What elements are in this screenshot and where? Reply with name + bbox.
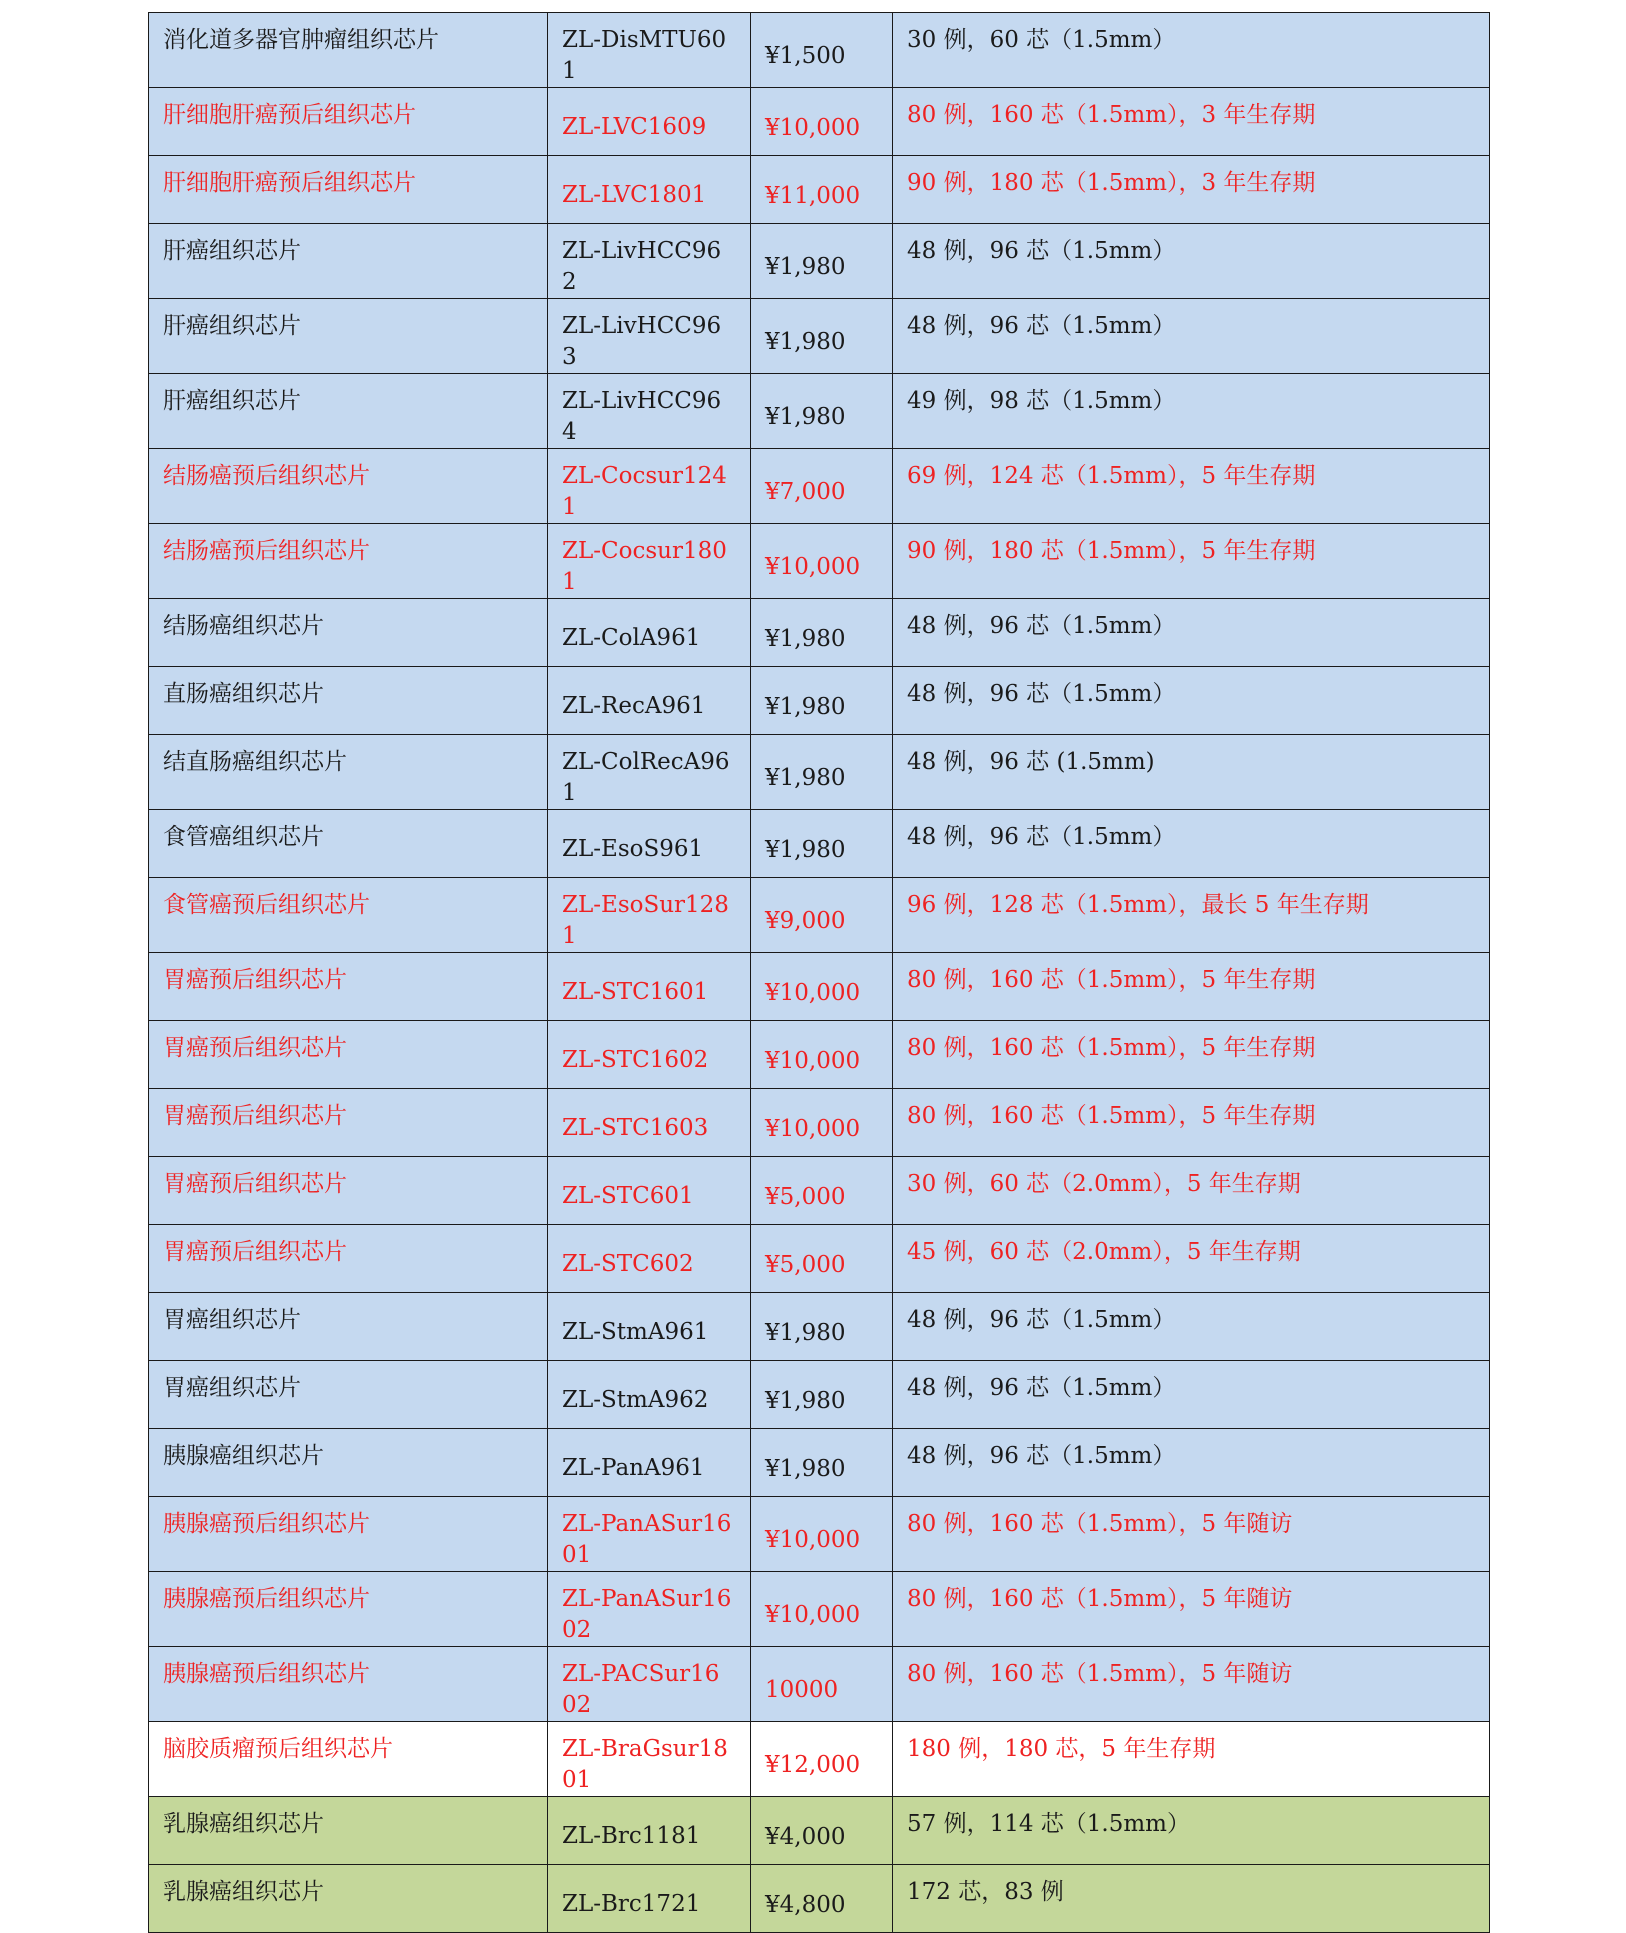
product-spec-cell (893, 13, 1490, 88)
product-code-cell (548, 524, 751, 599)
product-spec-text: 48 例，96 芯（1.5mm） (907, 824, 1176, 850)
product-name-text: 结肠癌预后组织芯片 (163, 538, 370, 564)
product-price-text: ¥1,980 (765, 765, 846, 791)
product-price-cell (751, 224, 893, 299)
product-price-cell (751, 1722, 893, 1797)
product-price-text: 10000 (765, 1677, 839, 1703)
product-spec-cell (893, 1293, 1490, 1361)
product-name-cell (149, 224, 548, 299)
product-price-text: ¥10,000 (765, 114, 861, 141)
product-price-cell (751, 667, 893, 735)
product-name-cell (149, 524, 548, 599)
product-code-cell (548, 1157, 751, 1225)
product-spec-text: 80 例，160 芯（1.5mm），5 年生存期 (907, 967, 1316, 993)
product-code-cell (548, 1572, 751, 1647)
product-price-text: ¥1,980 (765, 254, 846, 280)
product-name-text: 食管癌预后组织芯片 (163, 892, 370, 918)
product-code-text: ZL-DisMTU601 (562, 27, 727, 84)
product-price-text: ¥10,000 (765, 1527, 861, 1553)
product-price-text: ¥10,000 (765, 979, 861, 1006)
product-spec-text: 48 例，96 芯（1.5mm） (907, 238, 1176, 264)
table-row (149, 1021, 1490, 1089)
product-code-text: ZL-LVC1801 (562, 182, 707, 208)
product-name-text: 肝癌组织芯片 (163, 313, 301, 339)
product-spec-cell (893, 88, 1490, 156)
product-price-text: ¥4,800 (765, 1891, 846, 1918)
product-name-cell (149, 1089, 548, 1157)
table-row (149, 1722, 1490, 1797)
product-name-cell (149, 953, 548, 1021)
product-spec-text: 48 例，96 芯（1.5mm） (907, 1307, 1176, 1333)
table-row (149, 810, 1490, 878)
product-code-cell (548, 299, 751, 374)
product-price-cell (751, 878, 893, 953)
table-row (149, 1497, 1490, 1572)
product-price-cell (751, 156, 893, 224)
product-spec-text: 90 例，180 芯（1.5mm），3 年生存期 (907, 170, 1316, 196)
product-price-cell (751, 1361, 893, 1429)
product-spec-cell (893, 1497, 1490, 1572)
product-price-table (148, 12, 1490, 1933)
table-row (149, 953, 1490, 1021)
product-code-text: ZL-Cocsur1801 (562, 538, 727, 595)
product-name-cell (149, 1722, 548, 1797)
table-row (149, 735, 1490, 810)
product-name-text: 肝癌组织芯片 (163, 238, 301, 264)
product-spec-cell (893, 1361, 1490, 1429)
product-code-cell (548, 1497, 751, 1572)
product-spec-cell (893, 810, 1490, 878)
product-name-text: 直肠癌组织芯片 (163, 681, 324, 707)
product-spec-text: 180 例，180 芯，5 年生存期 (907, 1736, 1216, 1762)
product-name-cell (149, 1797, 548, 1865)
product-name-text: 胃癌组织芯片 (163, 1375, 301, 1401)
product-name-text: 胃癌组织芯片 (163, 1307, 301, 1333)
table-row (149, 1865, 1490, 1933)
product-name-text: 结肠癌预后组织芯片 (163, 463, 370, 489)
product-code-text: ZL-PanASur1602 (562, 1586, 732, 1643)
product-spec-cell (893, 374, 1490, 449)
product-code-cell (548, 599, 751, 667)
product-price-cell (751, 810, 893, 878)
product-price-text: ¥9,000 (765, 908, 846, 934)
product-name-cell (149, 13, 548, 88)
table-row (149, 1157, 1490, 1225)
product-spec-cell (893, 1157, 1490, 1225)
product-code-cell (548, 1865, 751, 1933)
product-spec-text: 45 例，60 芯（2.0mm），5 年生存期 (907, 1239, 1301, 1265)
product-spec-text: 69 例，124 芯（1.5mm），5 年生存期 (907, 463, 1316, 489)
product-price-cell (751, 1021, 893, 1089)
product-price-cell (751, 449, 893, 524)
product-spec-cell (893, 1429, 1490, 1497)
product-spec-cell (893, 1865, 1490, 1933)
product-price-cell (751, 1797, 893, 1865)
product-name-text: 胃癌预后组织芯片 (163, 1239, 347, 1265)
product-code-cell (548, 88, 751, 156)
product-name-cell (149, 878, 548, 953)
product-code-cell (548, 1021, 751, 1089)
product-spec-text: 48 例，96 芯（1.5mm） (907, 313, 1176, 339)
product-spec-text: 48 例，96 芯（1.5mm） (907, 1375, 1176, 1401)
product-code-text: ZL-Brc1181 (562, 1823, 701, 1849)
product-code-text: ZL-LVC1609 (562, 114, 707, 140)
product-code-text: ZL-STC601 (562, 1183, 694, 1209)
product-price-cell (751, 1572, 893, 1647)
product-spec-text: 96 例，128 芯（1.5mm），最长 5 年生存期 (907, 892, 1369, 918)
product-name-text: 胰腺癌组织芯片 (163, 1443, 324, 1469)
product-spec-text: 30 例，60 芯（2.0mm），5 年生存期 (907, 1171, 1301, 1197)
product-code-text: ZL-STC602 (562, 1251, 694, 1277)
product-price-text: ¥7,000 (765, 479, 846, 505)
product-code-cell (548, 810, 751, 878)
product-price-text: ¥11,000 (765, 182, 861, 209)
product-spec-text: 80 例，160 芯（1.5mm），5 年随访 (907, 1511, 1293, 1537)
product-name-cell (149, 1157, 548, 1225)
product-name-cell (149, 1647, 548, 1722)
product-spec-cell (893, 953, 1490, 1021)
product-spec-text: 80 例，160 芯（1.5mm），5 年随访 (907, 1586, 1293, 1612)
product-price-text: ¥1,980 (765, 1387, 846, 1414)
table-row (149, 224, 1490, 299)
product-spec-text: 172 芯，83 例 (907, 1879, 1064, 1905)
product-code-text: ZL-Brc1721 (562, 1891, 701, 1917)
product-name-cell (149, 1865, 548, 1933)
product-spec-text: 80 例，160 芯（1.5mm），3 年生存期 (907, 102, 1316, 128)
product-name-text: 消化道多器官肿瘤组织芯片 (163, 27, 439, 53)
product-name-text: 脑胶质瘤预后组织芯片 (163, 1736, 393, 1762)
product-code-text: ZL-LivHCC964 (562, 388, 722, 445)
product-name-cell (149, 374, 548, 449)
product-price-cell (751, 524, 893, 599)
product-price-cell (751, 13, 893, 88)
product-price-cell (751, 1647, 893, 1722)
product-name-text: 胰腺癌预后组织芯片 (163, 1661, 370, 1687)
product-spec-text: 30 例，60 芯（1.5mm） (907, 27, 1176, 53)
product-price-text: ¥5,000 (765, 1183, 846, 1210)
product-spec-cell (893, 299, 1490, 374)
product-price-text: ¥1,980 (765, 836, 846, 863)
product-code-cell (548, 1089, 751, 1157)
product-name-cell (149, 449, 548, 524)
product-name-cell (149, 599, 548, 667)
table-row (149, 88, 1490, 156)
product-code-cell (548, 374, 751, 449)
product-name-text: 肝癌组织芯片 (163, 388, 301, 414)
product-code-cell (548, 1647, 751, 1722)
product-name-cell (149, 735, 548, 810)
product-code-cell (548, 1429, 751, 1497)
product-spec-cell (893, 667, 1490, 735)
product-name-cell (149, 156, 548, 224)
product-price-text: ¥4,000 (765, 1823, 846, 1850)
product-code-cell (548, 156, 751, 224)
table-row (149, 667, 1490, 735)
product-price-cell (751, 299, 893, 374)
product-name-text: 胰腺癌预后组织芯片 (163, 1511, 370, 1537)
product-spec-text: 48 例，96 芯（1.5mm） (907, 613, 1176, 639)
table-row (149, 13, 1490, 88)
product-code-cell (548, 953, 751, 1021)
table-row (149, 878, 1490, 953)
product-price-cell (751, 1157, 893, 1225)
product-price-cell (751, 1225, 893, 1293)
product-code-cell (548, 1722, 751, 1797)
product-price-cell (751, 599, 893, 667)
product-price-cell (751, 1429, 893, 1497)
product-name-cell (149, 299, 548, 374)
product-name-text: 胃癌预后组织芯片 (163, 1103, 347, 1129)
product-spec-cell (893, 449, 1490, 524)
product-spec-cell (893, 1722, 1490, 1797)
product-name-text: 胃癌预后组织芯片 (163, 1171, 347, 1197)
product-code-text: ZL-RecA961 (562, 693, 706, 719)
product-name-text: 食管癌组织芯片 (163, 824, 324, 850)
product-spec-text: 80 例，160 芯（1.5mm），5 年生存期 (907, 1035, 1316, 1061)
product-name-text: 胃癌预后组织芯片 (163, 1035, 347, 1061)
product-spec-cell (893, 1089, 1490, 1157)
product-name-cell (149, 1293, 548, 1361)
product-code-text: ZL-Cocsur1241 (562, 463, 727, 520)
table-body (149, 13, 1490, 1933)
product-name-cell (149, 1021, 548, 1089)
product-name-text: 胃癌预后组织芯片 (163, 967, 347, 993)
product-spec-text: 48 例，96 芯（1.5mm） (907, 681, 1176, 707)
product-name-text: 肝细胞肝癌预后组织芯片 (163, 102, 416, 128)
product-price-text: ¥12,000 (765, 1752, 861, 1778)
product-spec-text: 48 例，96 芯 (1.5mm) (907, 749, 1155, 775)
product-price-cell (751, 1865, 893, 1933)
table-row (149, 1797, 1490, 1865)
product-spec-cell (893, 524, 1490, 599)
product-code-cell (548, 224, 751, 299)
product-name-text: 乳腺癌组织芯片 (163, 1811, 324, 1837)
product-price-text: ¥1,980 (765, 1319, 846, 1346)
product-code-cell (548, 13, 751, 88)
product-code-cell (548, 1361, 751, 1429)
product-spec-cell (893, 156, 1490, 224)
product-name-cell (149, 1497, 548, 1572)
product-price-cell (751, 1497, 893, 1572)
product-code-text: ZL-StmA962 (562, 1387, 709, 1413)
product-price-text: ¥1,980 (765, 1455, 846, 1482)
product-price-cell (751, 735, 893, 810)
product-price-text: ¥10,000 (765, 1115, 861, 1142)
table-row (149, 524, 1490, 599)
product-code-text: ZL-STC1603 (562, 1115, 709, 1141)
table-row (149, 1361, 1490, 1429)
product-spec-cell (893, 1647, 1490, 1722)
product-spec-cell (893, 224, 1490, 299)
table-row (149, 299, 1490, 374)
product-spec-text: 57 例，114 芯（1.5mm） (907, 1811, 1190, 1837)
product-code-text: ZL-EsoSur1281 (562, 892, 729, 949)
product-code-text: ZL-LivHCC963 (562, 313, 722, 370)
product-name-cell (149, 1572, 548, 1647)
product-price-cell (751, 953, 893, 1021)
product-name-cell (149, 667, 548, 735)
product-spec-text: 90 例，180 芯（1.5mm），5 年生存期 (907, 538, 1316, 564)
table-row (149, 1572, 1490, 1647)
product-code-cell (548, 1797, 751, 1865)
product-code-cell (548, 878, 751, 953)
product-name-cell (149, 810, 548, 878)
product-name-cell (149, 1225, 548, 1293)
product-price-text: ¥1,980 (765, 404, 846, 430)
product-spec-text: 49 例，98 芯（1.5mm） (907, 388, 1176, 414)
product-code-text: ZL-STC1602 (562, 1047, 709, 1073)
product-code-cell (548, 449, 751, 524)
product-price-text: ¥1,500 (765, 43, 846, 69)
product-name-text: 结直肠癌组织芯片 (163, 749, 347, 775)
product-name-text: 乳腺癌组织芯片 (163, 1879, 324, 1905)
product-spec-text: 48 例，96 芯（1.5mm） (907, 1443, 1176, 1469)
table-row (149, 156, 1490, 224)
product-price-text: ¥10,000 (765, 1047, 861, 1074)
product-code-text: ZL-PACSur1602 (562, 1661, 720, 1718)
product-name-text: 结肠癌组织芯片 (163, 613, 324, 639)
table-row (149, 374, 1490, 449)
product-name-cell (149, 1429, 548, 1497)
product-code-text: ZL-STC1601 (562, 979, 709, 1005)
product-price-cell (751, 374, 893, 449)
product-spec-text: 80 例，160 芯（1.5mm），5 年生存期 (907, 1103, 1316, 1129)
product-code-text: ZL-EsoS961 (562, 836, 704, 862)
product-code-text: ZL-PanASur1601 (562, 1511, 732, 1568)
product-code-text: ZL-ColRecA961 (562, 749, 730, 806)
product-price-text: ¥1,980 (765, 693, 846, 720)
product-name-cell (149, 88, 548, 156)
table-row (149, 1429, 1490, 1497)
product-spec-cell (893, 1797, 1490, 1865)
product-name-text: 肝细胞肝癌预后组织芯片 (163, 170, 416, 196)
table-row (149, 449, 1490, 524)
product-code-cell (548, 735, 751, 810)
product-price-text: ¥5,000 (765, 1251, 846, 1278)
product-price-cell (751, 1089, 893, 1157)
product-price-text: ¥1,980 (765, 625, 846, 652)
product-price-text: ¥1,980 (765, 329, 846, 355)
product-spec-cell (893, 1021, 1490, 1089)
product-spec-cell (893, 735, 1490, 810)
product-code-text: ZL-LivHCC962 (562, 238, 722, 295)
product-spec-cell (893, 599, 1490, 667)
product-spec-cell (893, 878, 1490, 953)
product-price-cell (751, 88, 893, 156)
product-code-cell (548, 1293, 751, 1361)
product-code-text: ZL-BraGsur1801 (562, 1736, 728, 1793)
table-row (149, 1293, 1490, 1361)
product-code-text: ZL-StmA961 (562, 1319, 709, 1345)
product-price-cell (751, 1293, 893, 1361)
product-code-text: ZL-PanA961 (562, 1455, 705, 1481)
product-price-text: ¥10,000 (765, 1602, 861, 1628)
product-spec-text: 80 例，160 芯（1.5mm），5 年随访 (907, 1661, 1293, 1687)
product-name-cell (149, 1361, 548, 1429)
product-price-text: ¥10,000 (765, 554, 861, 580)
product-code-cell (548, 667, 751, 735)
product-code-text: ZL-ColA961 (562, 625, 701, 651)
product-name-text: 胰腺癌预后组织芯片 (163, 1586, 370, 1612)
table-row (149, 1225, 1490, 1293)
table-row (149, 1089, 1490, 1157)
table-row (149, 599, 1490, 667)
product-spec-cell (893, 1225, 1490, 1293)
product-code-cell (548, 1225, 751, 1293)
table-row (149, 1647, 1490, 1722)
product-spec-cell (893, 1572, 1490, 1647)
